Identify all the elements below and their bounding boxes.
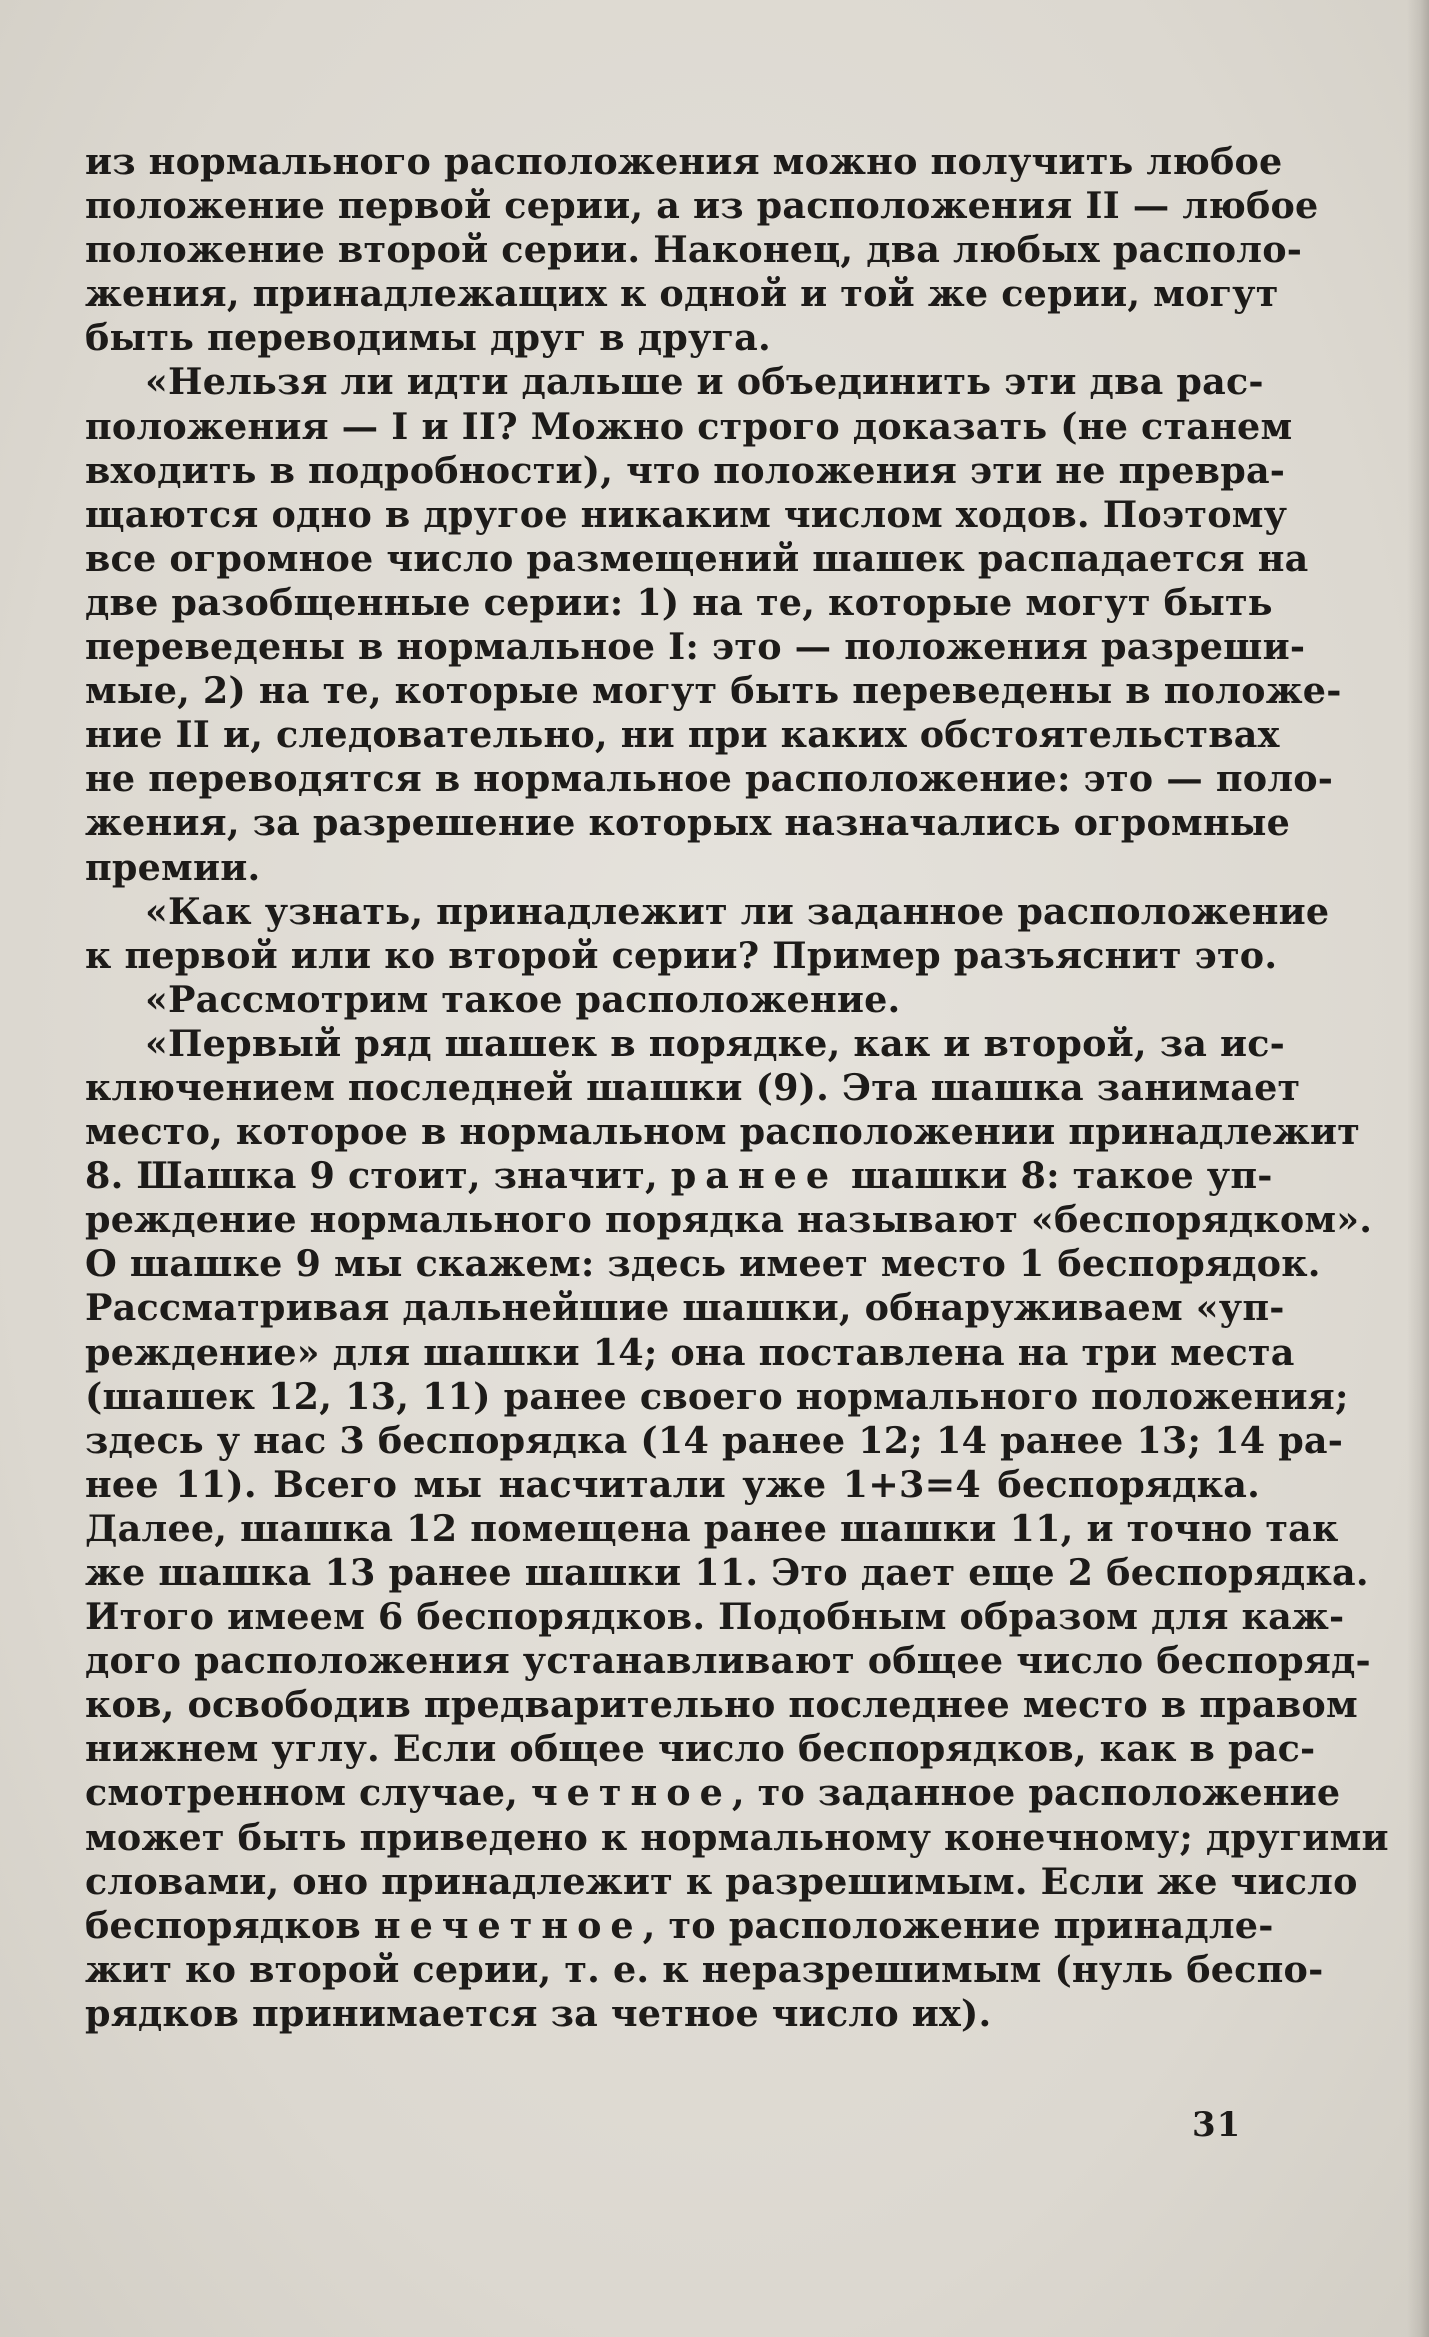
body-text [85,140,1389,2036]
text-line: ние II и, следовательно, ни при каких обстоятельствах [85,713,1280,757]
text-line: же шашка 13 ранее шашки 11. Это дает еще 2 беспорядка. [85,1551,1369,1594]
text-line-composite [85,1154,1273,1198]
text-line-composite [85,1771,1341,1815]
emphasized-word: четное [530,1771,732,1815]
page-number: 31 [1192,2105,1242,2145]
text-line: из нормального расположения можно получить любое [85,140,1283,183]
text-segment: беспорядков [85,1903,361,1947]
text-line: жит ко второй серии, т. е. к неразрешимым (нуль беспо- [85,1947,1324,1991]
text-segment: 8. Шашка 9 стоит, значит, [85,1154,658,1198]
text-line: две разобщенные серии: 1) на те, которые могут быть [85,580,1273,624]
text-line: жения, за разрешение которых назначались огромные [85,801,1291,845]
text-line: словами, оно принадлежит к разрешимым. Если же число [85,1859,1358,1903]
text-line: щаются одно в другое никаким числом ходов. Поэтому [85,492,1288,536]
text-line: премии. [85,845,261,889]
text-line: к первой или ко второй серии? Пример разъяснит это. [85,933,1278,977]
page-edge-shadow [1407,0,1429,2337]
text-line: «Первый ряд шашек в порядке, как и второй, за ис- [145,1021,1286,1065]
text-line: переведены в нормальное I: это — положения разреши- [85,625,1306,669]
text-line: реждение нормального порядка называют «беспорядком». [85,1198,1373,1242]
text-line: все огромное число размещений шашек распадается на [85,536,1309,580]
text-line: рядков принимается за четное число их). [85,1991,992,2035]
text-line: «Нельзя ли идти дальше и объединить эти два рас- [145,360,1264,404]
text-segment: шашки 8: такое уп- [851,1154,1273,1198]
text-line: быть переводимы друг в друга. [85,316,771,360]
text-line: реждение» для шашки 14; она поставлена на три места [85,1330,1295,1374]
text-line: Итого имеем 6 беспорядков. Подобным образом для каж- [85,1595,1345,1639]
text-line: жения, принадлежащих к одной и той же серии, могут [85,272,1279,316]
text-segment: смотренном случае, [85,1771,519,1815]
text-line: «Как узнать, принадлежит ли заданное расположение [145,889,1330,933]
text-line-composite [85,1903,1274,1948]
text-line: ков, освободив предварительно последнее место в правом [85,1683,1358,1727]
text-line: положения — I и II? Можно строго доказать (не станем [85,404,1293,448]
text-segment: , то заданное расположение [731,1771,1341,1815]
text-line: О шашке 9 мы скажем: здесь имеет место 1 беспорядок. [85,1242,1321,1286]
text-line: не переводятся в нормальное расположение: это — поло- [85,757,1334,801]
text-line: дого расположения устанавливают общее число беспоряд- [85,1639,1371,1683]
text-line: Далее, шашка 12 помещена ранее шашки 11, и точно так [85,1506,1339,1550]
text-segment: , то расположение принадле- [642,1903,1274,1947]
text-line: нижнем углу. Если общее число беспорядков, как в рас- [85,1727,1316,1771]
emphasized-word: ранее [670,1154,839,1198]
emphasized-word: нечетное [373,1903,643,1947]
text-line: здесь у нас 3 беспорядка (14 ранее 12; 14 ранее 13; 14 ра- [85,1418,1344,1462]
text-line: «Рассмотрим такое расположение. [145,977,901,1021]
text-line: Рассматривая дальнейшие шашки, обнаруживаем «уп- [85,1286,1285,1330]
text-line: мые, 2) на те, которые могут быть переведены в положе- [85,669,1342,713]
text-line: нее 11). Всего мы насчитали уже 1+3=4 беспорядка. [85,1462,1260,1506]
text-line: (шашек 12, 13, 11) ранее своего нормального положения; [85,1374,1349,1418]
text-line: ключением последней шашки (9). Эта шашка занимает [85,1065,1301,1109]
text-line: входить в подробности), что положения эти не превра- [85,448,1286,492]
text-line: положение первой серии, а из расположения II — любое [85,184,1319,228]
text-line: место, которое в нормальном расположении принадлежит [85,1110,1361,1154]
text-line: может быть приведено к нормальному конечному; другими [85,1815,1389,1859]
text-line: положение второй серии. Наконец, два любых располо- [85,228,1303,272]
